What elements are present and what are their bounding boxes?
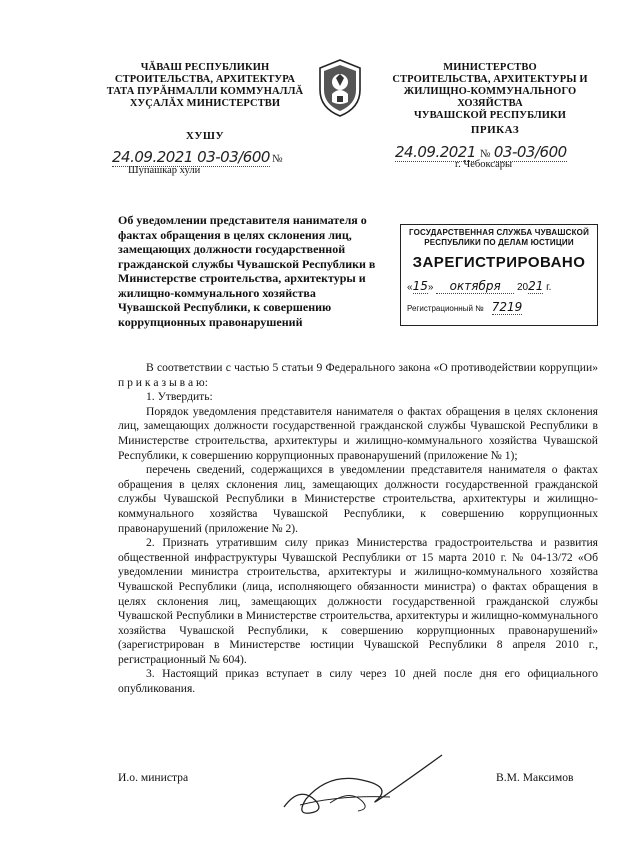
registration-stamp	[400, 224, 598, 326]
stamp-date-close: »	[427, 282, 434, 293]
doc-type-left: ХУШУ	[185, 130, 225, 142]
number-sign-left: №	[271, 153, 282, 165]
doc-number-left	[112, 148, 282, 166]
stamp-year-prefix: 20	[516, 282, 529, 293]
header-left-line: СТРОИТЕЛЬСТВА, АРХИТЕКТУРА	[114, 74, 296, 85]
stamp-date	[407, 279, 597, 294]
stamp-day: 15	[412, 279, 428, 293]
stamp-line: ГОСУДАРСТВЕННАЯ СЛУЖБА ЧУВАШСКОЙ	[408, 228, 590, 237]
header-left-line: ТАТА ПУРĂНМАЛЛИ КОММУНАЛЛĂ	[106, 86, 304, 97]
header-left-line: ХУÇАЛĂХ МИНИСТЕРСТВИ	[129, 98, 281, 109]
stamp-status: ЗАРЕГИСТРИРОВАНО	[412, 254, 586, 271]
coat-of-arms-emblem-icon	[316, 58, 364, 118]
stamp-registration	[407, 300, 597, 314]
signer-role: И.о. министра	[118, 771, 189, 784]
signer-name: В.М. Максимов	[496, 771, 574, 784]
place-right: г. Чебоксары	[455, 159, 513, 170]
body-paragraph: 2. Признать утратившим силу приказ Министерства градостроительства и развития общественной инфраструктуры Чувашской Республики от 15 марта 2010 г. № 04-13/72 «Об уведомлении министра строительства, архитектуры и жилищно-коммунального хозяйства Чувашской Республики (лица, исполняющего обязанности министра) о фактах обращения в целях склонения лиц, замещающих должности государственной гражданской службы Чувашской Республики в Министерстве строительства, архитектуры и жилищно-коммунального хозяйства Чувашской Республики, к совершению коррупционных правонарушений» (зарегистрирован в Министерстве юстиции Чувашской Республики 8 апреля 2010 г., регистрационный № 604).	[118, 536, 598, 666]
stamp-reg-number: 7219	[491, 300, 523, 314]
header-right-org	[370, 62, 610, 122]
header-right-line: СТРОИТЕЛЬСТВА, АРХИТЕКТУРЫ И	[392, 74, 588, 85]
header-right-line: ЖИЛИЩНО-КОММУНАЛЬНОГО ХОЗЯЙСТВА	[403, 86, 577, 109]
document-title: Об уведомлении представителя нанимателя о фактах обращения в целях склонения лиц, замещающих должности государственной гражданской службы Чувашской Республики в Министерстве строительства, архитектуры и жилищно-коммунального хозяйства Чувашской Республики, к совершению коррупционных правонарушений	[118, 213, 376, 329]
number-sign-right: №	[479, 148, 490, 160]
body-paragraph: Порядок уведомления представителя нанимателя о фактах обращения в целях склонения лиц, замещающих должности государственной гражданской службы Чувашской Республики в Министерстве строительства, архитектуры и жилищно-коммунального хозяйства Чувашской Республики, к совершению коррупционных правонарушений (приложение № 1);	[118, 404, 598, 462]
body-paragraph: В соответствии с частью 5 статьи 9 Федерального закона «О противодействии коррупции» п р и к а з ы в а ю:	[118, 361, 598, 389]
header-right-line: МИНИСТЕРСТВО	[443, 62, 537, 73]
body-paragraph: перечень сведений, содержащихся в уведомлении представителя нанимателя о фактах обращения в целях склонения лиц, замещающих должности государственной гражданской службы Чувашской Республики в Министерстве строительства, архитектуры и жилищно-коммунального хозяйства Чувашской Республики, к совершению коррупционных правонарушений (приложение № 2).	[118, 463, 598, 535]
doc-date-right-handwritten: 24.09.2021	[395, 143, 476, 161]
body-paragraph: 3. Настоящий приказ вступает в силу через 10 дней после дня его официального опубликования.	[118, 667, 598, 696]
doc-number-left-handwritten: 24.09.2021 03-03/600	[112, 148, 270, 166]
header-right-line: ЧУВАШСКОЙ РЕСПУБЛИКИ	[413, 110, 567, 121]
body-paragraph: 1. Утвердить:	[146, 390, 213, 404]
stamp-authority	[401, 228, 597, 248]
place-left: Шупашкар хули	[128, 165, 201, 176]
header-left-org	[100, 62, 310, 110]
doc-type-right: ПРИКАЗ	[470, 124, 520, 136]
document-body	[118, 361, 598, 697]
header-left-line: ЧĂВАШ РЕСПУБЛИКИН	[140, 62, 270, 73]
stamp-month: октября	[436, 279, 514, 294]
stamp-year-unit: г.	[546, 282, 552, 293]
stamp-line: РЕСПУБЛИКИ ПО ДЕЛАМ ЮСТИЦИИ	[424, 238, 574, 247]
stamp-date-open: «	[407, 282, 413, 293]
stamp-reg-label: Регистрационный №	[407, 304, 484, 313]
stamp-year-suffix: 21	[528, 279, 544, 293]
handwritten-signature-icon	[270, 745, 450, 820]
doc-number-right-handwritten: 03-03/600	[493, 143, 567, 161]
